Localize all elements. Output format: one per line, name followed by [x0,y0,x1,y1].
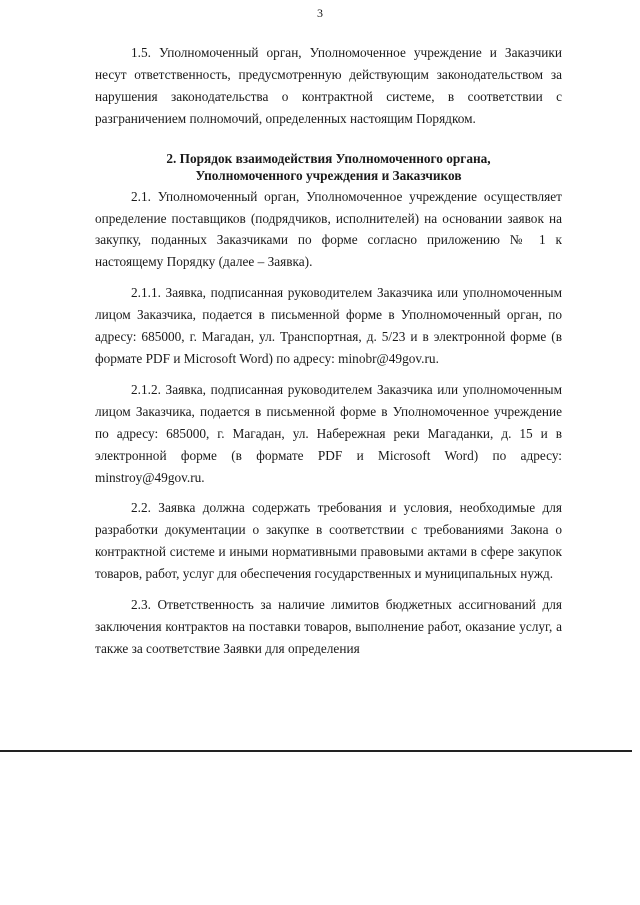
scan-edge-line [0,750,632,752]
document-body [95,42,562,669]
paragraph-2-3: 2.3. Ответственность за наличие лимитов бюджетных ассигнований для заключения контрактов на поставки товаров, выполнение работ, оказание услуг, а также за соответствие Заявки для определения [95,597,562,656]
paragraph-1-5: 1.5. Уполномоченный орган, Уполномоченное учреждение и Заказчики несут ответственность, предусмотренную действующим законодательством за нарушения законодательства о контрактной системе, в соответствии с разграничением полномочий, определенных настоящим Порядком. [95,45,562,126]
paragraph-2-2: 2.2. Заявка должна содержать требования и условия, необходимые для разработки документации о закупке в соответствии с требованиями Закона о контрактной системе и иными нормативными правовыми актами в сфере закупок товаров, работ, услуг для обеспечения государственных и муниципальных нужд. [95,500,562,582]
paragraph-2-1-2: 2.1.2. Заявка, подписанная руководителем Заказчика или уполномоченным лицом Заказчика, подается в письменной форме в Уполномоченное учреждение по адресу: 685000, г. Магадан, ул. Набережная реки Магаданки, д. 15 и в электронной форме (в формате PDF и Microsoft Word) по адресу: minstroy@49gov.ru. [95,381,562,485]
section-heading-line-1: 2. Порядок взаимодействия Уполномоченного органа, [166,150,491,166]
section-heading [95,150,562,184]
paragraph-2-1-1: 2.1.1. Заявка, подписанная руководителем Заказчика или уполномоченным лицом Заказчика, подается в письменной форме в Уполномоченный орган, по адресу: 685000, г. Магадан, ул. Транспортная, д. 5/23 и в электронной форме (в формате PDF и Microsoft Word) по адресу: minobr@49gov.ru. [95,285,562,366]
paragraph-2-1: 2.1. Уполномоченный орган, Уполномоченное учреждение осуществляет определение поставщиков (подрядчиков, исполнителей) на основании заявок на закупку, поданных Заказчиками по форме согласно приложению № 1 к настоящему Порядку (далее – Заявка). [95,188,562,270]
section-heading-line-2: Уполномоченного учреждения и Заказчиков [195,167,462,183]
page-number: 3 [317,6,323,20]
